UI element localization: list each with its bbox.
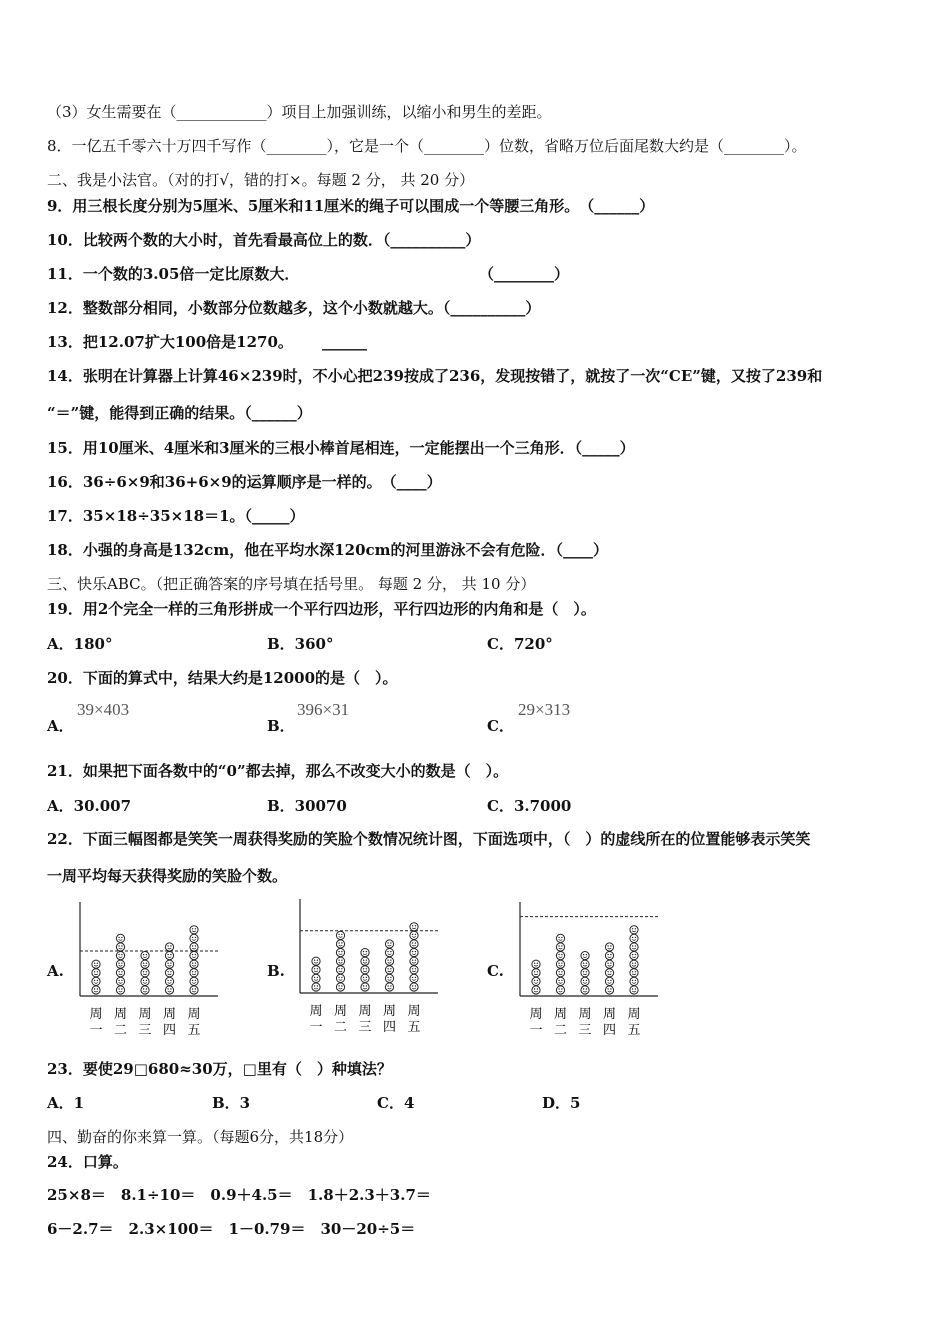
section-4-title: 四、勤奋的你来算一算。（每题6分，共18分） <box>47 1128 354 1146</box>
q23-option-c: C．4 <box>377 1094 415 1112</box>
smiley-face-icon <box>116 943 124 951</box>
smiley-face-icon <box>581 952 589 960</box>
category-label-bottom: 一 <box>529 1023 543 1038</box>
smiley-face-icon <box>410 974 418 982</box>
q21-option-b: B．30070 <box>267 797 347 815</box>
smiley-face-icon <box>605 986 613 994</box>
category-label-bottom: 五 <box>627 1023 641 1038</box>
category-label-bottom: 四 <box>382 1020 397 1035</box>
smiley-face-icon <box>556 986 564 994</box>
smiley-face-icon <box>385 957 393 965</box>
q7-3-line: （3）女生需要在（____________）项目上加强训练，以缩小和男生的差距。 <box>47 103 552 121</box>
q20-option-b: B． <box>267 717 295 735</box>
smiley-face-icon <box>141 960 149 968</box>
q21-option-c: C．3.7000 <box>487 797 572 815</box>
chart-a <box>76 898 226 1040</box>
category-label-bottom: 二 <box>553 1023 568 1038</box>
section-3-title: 三、快乐ABC。（把正确答案的序号填在括号里。 每题 2 分， 共 10 分） <box>47 575 536 593</box>
smiley-face-icon <box>385 974 393 982</box>
chart-b <box>296 895 446 1037</box>
smiley-face-icon <box>385 966 393 974</box>
smiley-face-icon <box>605 969 613 977</box>
q22-line-1: 22．下面三幅图都是笑笑一周获得奖励的笑脸个数情况统计图，下面选项中，（ ）的虚线所在的位置能够表示笑笑 <box>47 830 811 848</box>
category-label-top: 周 <box>138 1007 152 1022</box>
smiley-face-icon <box>532 969 540 977</box>
category-label-top: 周 <box>162 1007 177 1022</box>
q20-expr-b: 396×31 <box>297 700 350 719</box>
q14-line-1: 14．张明在计算器上计算46×239时，不小心把239按成了236，发现按错了，就按了一次“CE”键，又按了239和 <box>47 367 823 385</box>
q10-line: 10．比较两个数的大小时，首先看最高位上的数．（__________） <box>47 231 481 249</box>
smiley-face-icon <box>361 949 369 957</box>
section-2-title: 二、我是小法官。（对的打√，错的打×。每题 2 分， 共 20 分） <box>47 171 475 189</box>
smiley-face-icon <box>312 983 320 991</box>
smiley-face-icon <box>116 952 124 960</box>
category-label-bottom: 四 <box>162 1023 177 1038</box>
smiley-face-icon <box>581 969 589 977</box>
smiley-face-icon <box>165 952 173 960</box>
smiley-face-icon <box>165 977 173 985</box>
smiley-face-icon <box>361 983 369 991</box>
category-label-bottom: 二 <box>333 1020 348 1035</box>
smiley-face-icon <box>190 977 198 985</box>
category-label-top: 周 <box>602 1007 617 1022</box>
smiley-face-icon <box>605 977 613 985</box>
smiley-face-icon <box>556 943 564 951</box>
category-label-top: 周 <box>529 1007 543 1022</box>
smiley-face-icon <box>410 923 418 931</box>
q13-blank: ______ <box>322 333 367 351</box>
category-label-top: 周 <box>553 1007 568 1022</box>
q9-line: 9．用三根长度分别为5厘米、5厘米和11厘米的绳子可以围成一个等腰三角形。 （______） <box>47 197 655 215</box>
smiley-face-icon <box>605 960 613 968</box>
smiley-face-icon <box>190 969 198 977</box>
smiley-face-icon <box>92 969 100 977</box>
smiley-face-icon <box>116 977 124 985</box>
smiley-face-icon <box>190 986 198 994</box>
smiley-face-icon <box>581 960 589 968</box>
smiley-face-icon <box>630 969 638 977</box>
smiley-face-icon <box>190 926 198 934</box>
q15-line: 15．用10厘米、4厘米和3厘米的三根小棒首尾相连，一定能摆出一个三角形．（_____） <box>47 439 635 457</box>
smiley-face-icon <box>336 983 344 991</box>
smiley-face-icon <box>165 986 173 994</box>
smiley-face-icon <box>165 943 173 951</box>
smiley-face-icon <box>336 949 344 957</box>
smiley-face-icon <box>141 952 149 960</box>
smiley-face-icon <box>336 940 344 948</box>
smiley-face-icon <box>312 957 320 965</box>
q22-line-2: 一周平均每天获得奖励的笑脸个数。 <box>47 867 288 885</box>
smiley-face-icon <box>556 969 564 977</box>
smiley-face-icon <box>410 957 418 965</box>
smiley-face-icon <box>165 960 173 968</box>
smiley-face-icon <box>141 977 149 985</box>
smiley-face-icon <box>336 931 344 939</box>
category-label-top: 周 <box>309 1004 323 1019</box>
q23-line: 23．要使29□680≈30万，□里有（ ）种填法？ <box>47 1060 392 1078</box>
smiley-face-icon <box>92 977 100 985</box>
chart-b-label: B. <box>267 962 285 980</box>
smiley-face-icon <box>312 966 320 974</box>
smiley-face-icon <box>190 960 198 968</box>
chart-a-label: A. <box>47 962 64 980</box>
category-label-bottom: 一 <box>89 1023 103 1038</box>
smiley-face-icon <box>361 966 369 974</box>
smiley-face-icon <box>630 952 638 960</box>
smiley-face-icon <box>630 977 638 985</box>
q19-option-a: A．180° <box>47 635 113 653</box>
chart-c <box>516 898 666 1040</box>
q17-line: 17．35×18÷35×18＝1。（_____） <box>47 507 305 525</box>
q16-line: 16．36÷6×9和36+6×9的运算顺序是一样的。 （____） <box>47 473 442 491</box>
smiley-face-icon <box>630 960 638 968</box>
smiley-face-icon <box>361 957 369 965</box>
smiley-face-icon <box>336 966 344 974</box>
q11-blank: （________） <box>479 265 570 283</box>
category-label-top: 周 <box>407 1004 421 1019</box>
smiley-face-icon <box>630 934 638 942</box>
smiley-face-icon <box>581 977 589 985</box>
smiley-face-icon <box>410 940 418 948</box>
smiley-face-icon <box>165 969 173 977</box>
smiley-face-icon <box>141 969 149 977</box>
category-label-bottom: 四 <box>602 1023 617 1038</box>
smiley-face-icon <box>116 969 124 977</box>
q23-option-b: B．3 <box>212 1094 251 1112</box>
q12-line: 12．整数部分相同，小数部分位数越多，这个小数就越大。（__________） <box>47 299 541 317</box>
q11-line: 11．一个数的3.05倍一定比原数大． <box>47 265 300 283</box>
q24-line: 24．口算。 <box>47 1153 128 1171</box>
smiley-face-icon <box>410 966 418 974</box>
category-label-top: 周 <box>382 1004 397 1019</box>
smiley-face-icon <box>532 960 540 968</box>
smiley-face-icon <box>556 934 564 942</box>
q23-option-d: D．5 <box>542 1094 581 1112</box>
smiley-face-icon <box>630 943 638 951</box>
smiley-face-icon <box>605 943 613 951</box>
smiley-face-icon <box>556 952 564 960</box>
q19-option-c: C．720° <box>487 635 553 653</box>
q20-expr-a: 39×403 <box>77 700 130 719</box>
smiley-face-icon <box>410 931 418 939</box>
category-label-top: 周 <box>333 1004 348 1019</box>
smiley-face-icon <box>630 986 638 994</box>
category-label-top: 周 <box>627 1007 641 1022</box>
category-label-bottom: 五 <box>407 1020 421 1035</box>
smiley-face-icon <box>336 974 344 982</box>
smiley-face-icon <box>385 983 393 991</box>
smiley-face-icon <box>532 986 540 994</box>
category-label-bottom: 五 <box>187 1023 201 1038</box>
category-label-bottom: 二 <box>113 1023 128 1038</box>
q23-option-a: A．1 <box>47 1094 85 1112</box>
q21-line: 21．如果把下面各数中的“0”都去掉，那么不改变大小的数是（ ）。 <box>47 762 509 780</box>
category-label-top: 周 <box>113 1007 128 1022</box>
category-label-top: 周 <box>578 1007 592 1022</box>
smiley-face-icon <box>385 940 393 948</box>
category-label-top: 周 <box>358 1004 372 1019</box>
q20-option-c: C． <box>487 717 514 735</box>
chart-c-label: C. <box>487 962 504 980</box>
smiley-face-icon <box>532 977 540 985</box>
category-label-bottom: 三 <box>358 1020 372 1035</box>
q20-line: 20．下面的算式中，结果大约是12000的是（ ）。 <box>47 669 398 687</box>
q19-line: 19．用2个完全一样的三角形拼成一个平行四边形，平行四边形的内角和是（ ）。 <box>47 600 596 618</box>
smiley-face-icon <box>116 934 124 942</box>
category-label-top: 周 <box>187 1007 201 1022</box>
q21-option-a: A．30.007 <box>47 797 132 815</box>
smiley-face-icon <box>92 986 100 994</box>
smiley-face-icon <box>141 986 149 994</box>
smiley-face-icon <box>116 960 124 968</box>
smiley-face-icon <box>630 926 638 934</box>
q18-line: 18．小强的身高是132cm，他在平均水深120cm的河里游泳不会有危险．（____） <box>47 541 609 559</box>
smiley-face-icon <box>605 952 613 960</box>
smiley-face-icon <box>190 934 198 942</box>
smiley-face-icon <box>361 974 369 982</box>
calc-row-1: 25×8＝ 8.1÷10＝ 0.9＋4.5＝ 1.8＋2.3＋3.7＝ <box>47 1186 431 1204</box>
smiley-face-icon <box>336 957 344 965</box>
smiley-face-icon <box>385 949 393 957</box>
category-label-bottom: 一 <box>309 1020 323 1035</box>
category-label-top: 周 <box>89 1007 103 1022</box>
q14-line-2: “＝”键，能得到正确的结果。（______） <box>47 404 312 422</box>
smiley-face-icon <box>190 943 198 951</box>
smiley-face-icon <box>410 949 418 957</box>
q13-line: 13．把12.07扩大100倍是1270。 <box>47 333 293 351</box>
q20-option-a: A． <box>47 717 74 735</box>
smiley-face-icon <box>556 960 564 968</box>
smiley-face-icon <box>190 952 198 960</box>
smiley-face-icon <box>312 974 320 982</box>
q8-line: 8．一亿五千零六十万四千写作（________），它是一个（________）位数，省略万位后面尾数大约是（________）。 <box>47 137 807 155</box>
category-label-bottom: 三 <box>138 1023 152 1038</box>
calc-row-2: 6－2.7＝ 2.3×100＝ 1－0.79＝ 30－20÷5＝ <box>47 1220 416 1238</box>
q20-expr-c: 29×313 <box>518 700 571 719</box>
category-label-bottom: 三 <box>578 1023 592 1038</box>
smiley-face-icon <box>556 977 564 985</box>
smiley-face-icon <box>92 960 100 968</box>
smiley-face-icon <box>581 986 589 994</box>
smiley-face-icon <box>116 986 124 994</box>
smiley-face-icon <box>410 983 418 991</box>
q19-option-b: B．360° <box>267 635 334 653</box>
